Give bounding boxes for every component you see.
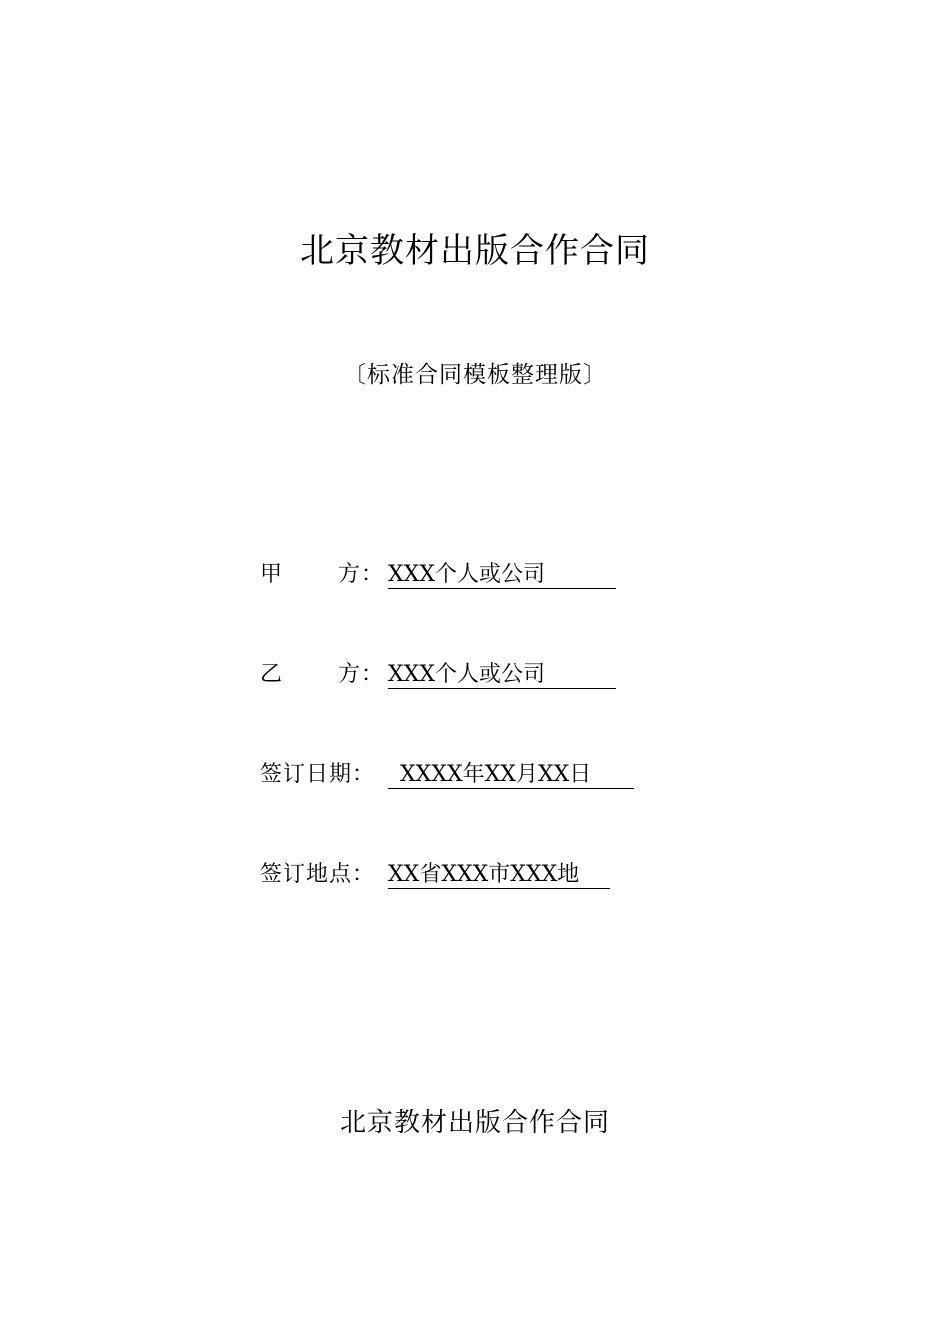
- document-subtitle: 〔标准合同模板整理版〕: [343, 362, 607, 388]
- signing-date-value: XXXX年XX月XX日: [388, 762, 634, 789]
- party-b-value: XXX个人或公司: [388, 662, 616, 689]
- party-a-label: [260, 560, 388, 590]
- party-b-label: [260, 660, 388, 690]
- signing-date-label: 签订日期：: [260, 762, 376, 787]
- party-a-label-last: 方：: [338, 562, 385, 587]
- signing-date-field: [260, 760, 634, 790]
- party-a-field: [260, 560, 616, 590]
- document-title: 北京教材出版合作合同: [300, 231, 650, 271]
- signing-place-value: XX省XXX市XXX地: [388, 862, 610, 889]
- party-b-field: [260, 660, 616, 690]
- signing-place-label: 签订地点：: [260, 862, 376, 887]
- party-a-label-first: 甲: [260, 562, 284, 587]
- party-b-label-first: 乙: [260, 662, 284, 687]
- footer-title: 北京教材出版合作合同: [339, 1108, 610, 1138]
- party-a-value: XXX个人或公司: [388, 562, 616, 589]
- signing-place-field: [260, 860, 610, 890]
- party-b-label-last: 方：: [338, 662, 385, 687]
